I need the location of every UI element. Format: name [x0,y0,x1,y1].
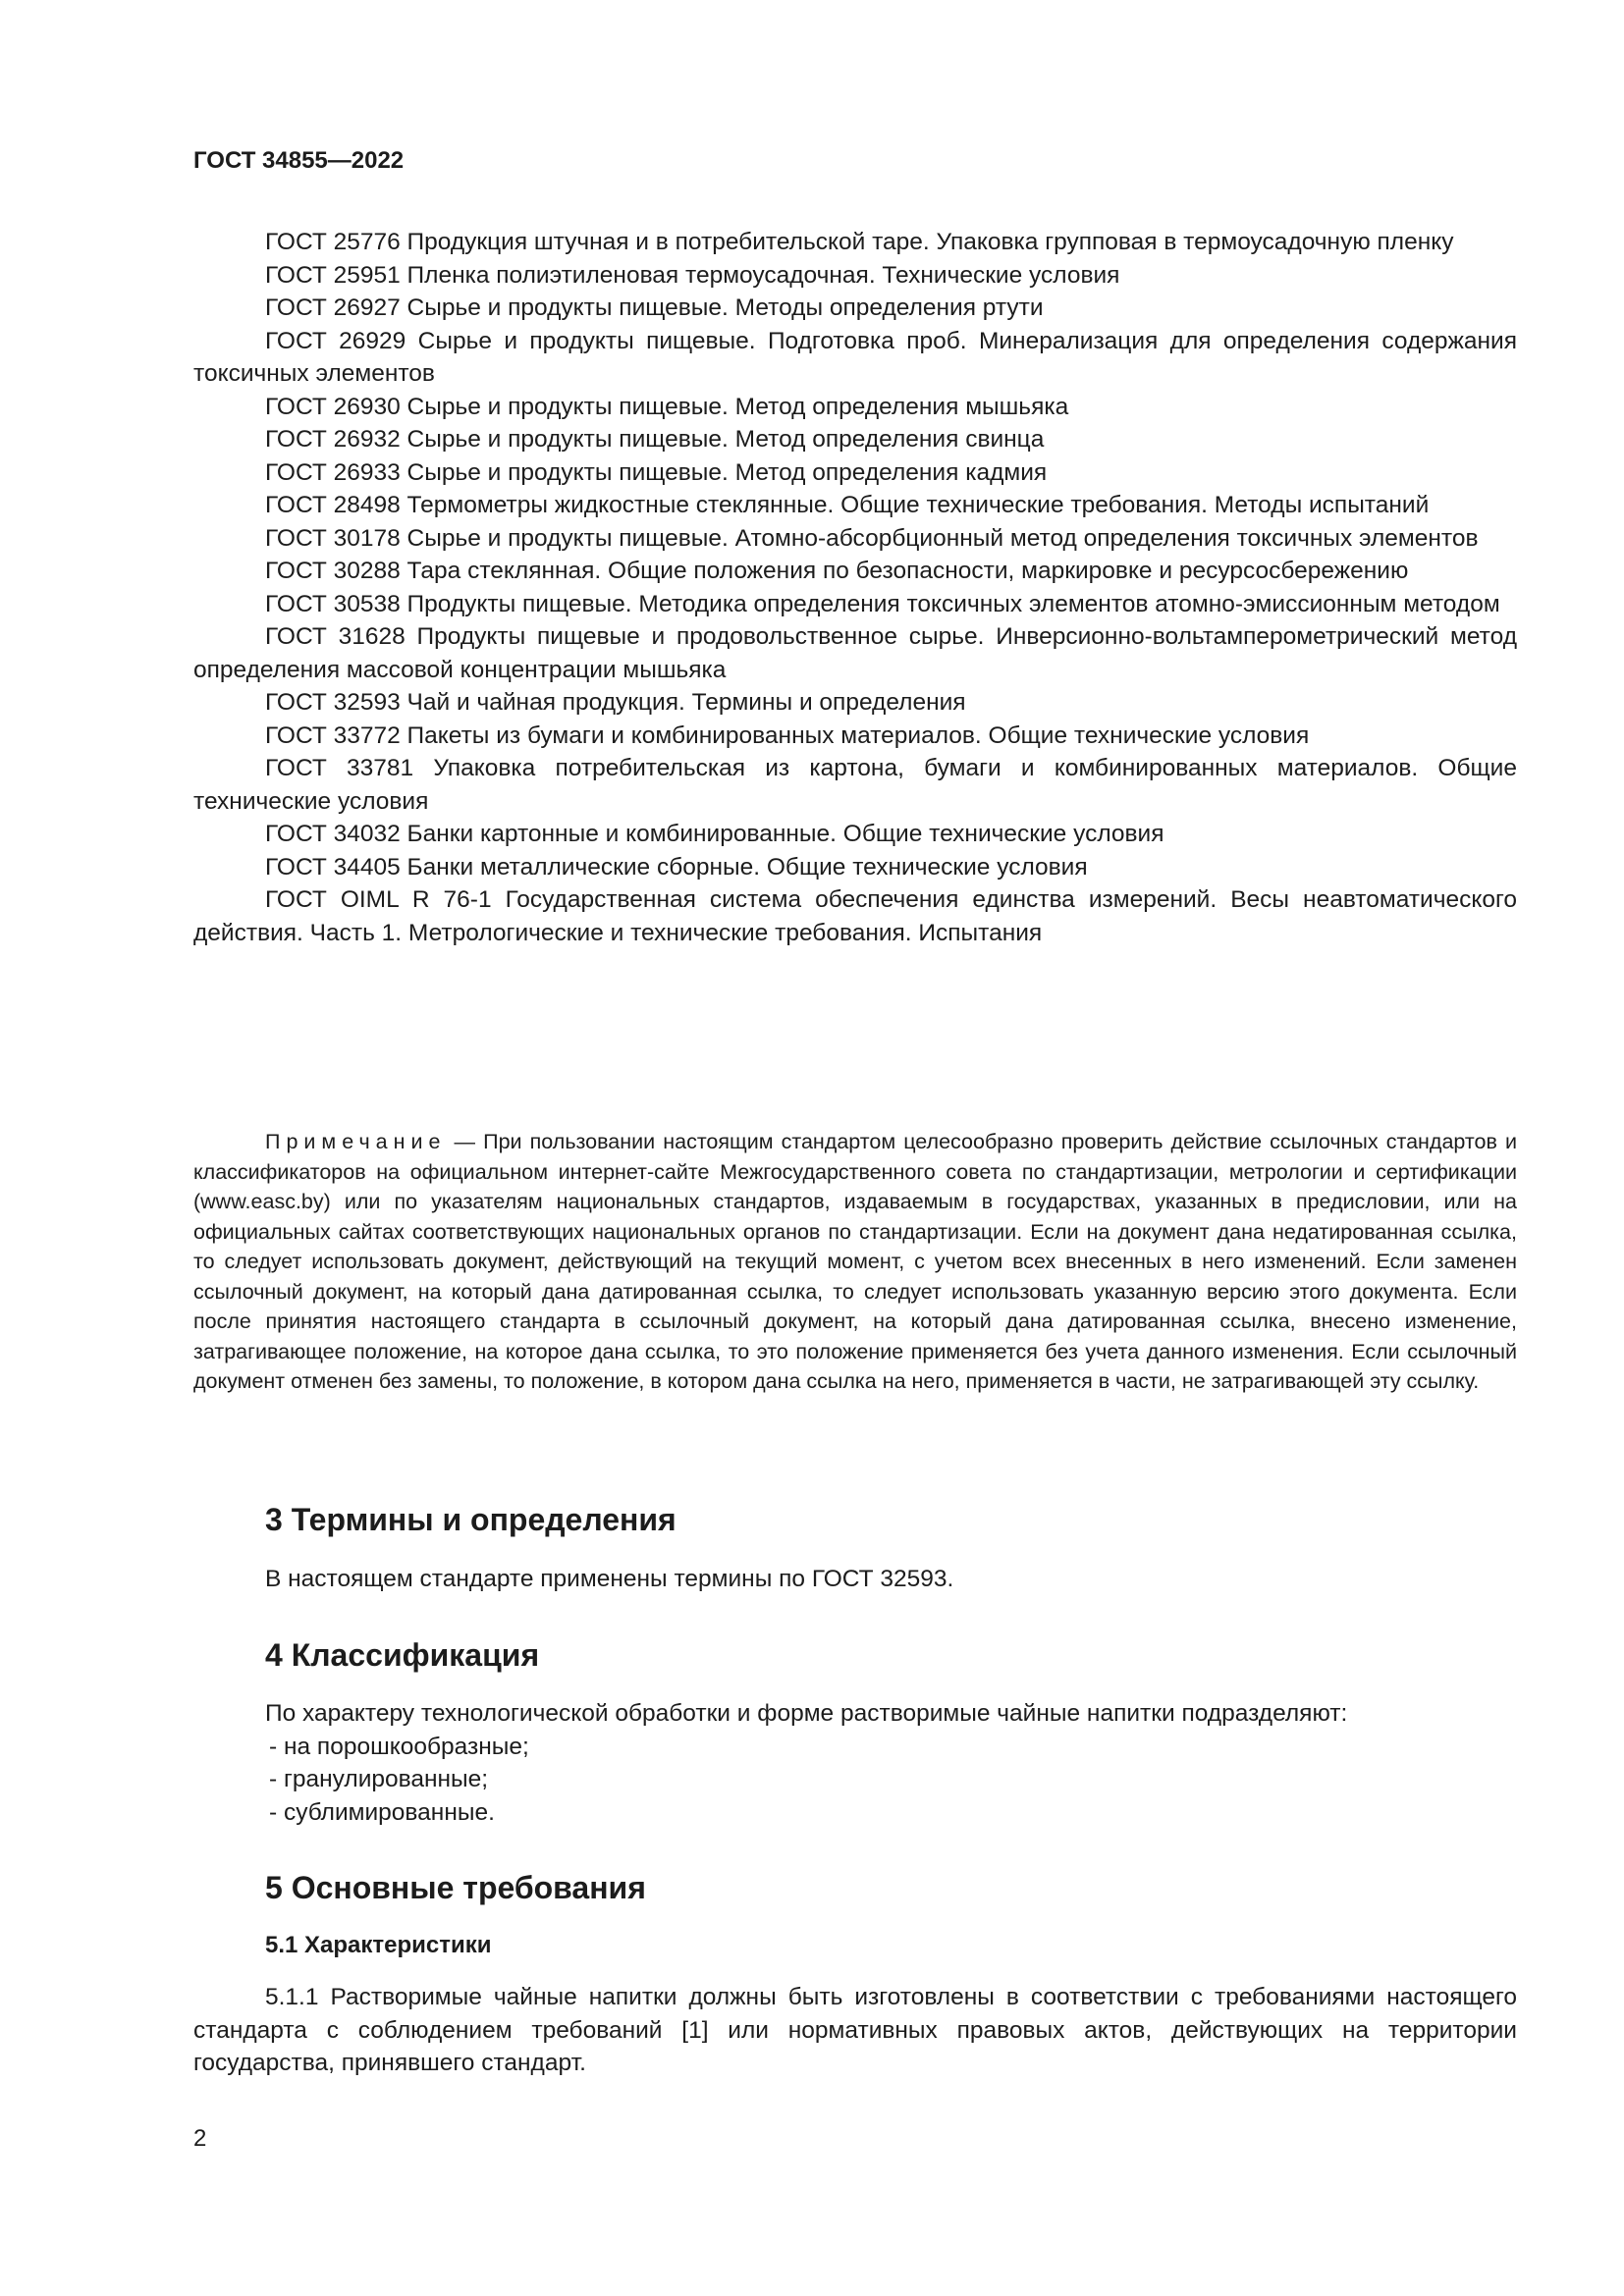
reference-item: ГОСТ 26929 Сырье и продукты пищевые. Подготовка проб. Минерализация для определения содержания токсичных элементов [193,327,1517,387]
reference-item: ГОСТ 32593 Чай и чайная продукция. Термины и определения [265,689,966,716]
reference-item: ГОСТ 33772 Пакеты из бумаги и комбинированных материалов. Общие технические условия [265,721,1310,749]
reference-item: ГОСТ 33781 Упаковка потребительская из картона, бумаги и комбинированных материалов. Общие технические условия [193,755,1517,815]
section-3 [265,1502,1517,1596]
section-5-title: 5 Основные требования [265,1870,646,1905]
page-number: 2 [193,2125,207,2152]
reference-item: ГОСТ 26927 Сырье и продукты пищевые. Методы определения ртути [265,294,1044,321]
classification-item: - гранулированные; [269,1766,489,1792]
section-3-title: 3 Термины и определения [265,1502,677,1537]
reference-item: ГОСТ 25951 Пленка полиэтиленовая термоусадочная. Технические условия [265,261,1120,289]
section-5 [265,1870,1517,1959]
classification-item: - на порошкообразные; [269,1733,529,1760]
reference-item: ГОСТ 26932 Сырье и продукты пищевые. Метод определения свинца [265,426,1045,453]
reference-item: ГОСТ 30288 Тара стеклянная. Общие положения по безопасности, маркировке и ресурсосбережению [265,558,1409,584]
note-label: Примечание [265,1130,447,1153]
reference-item: ГОСТ 30538 Продукты пищевые. Методика определения токсичных элементов атомно-эмиссионным методом [265,590,1500,617]
paragraph-5-1-1: 5.1.1 Растворимые чайные напитки должны быть изготовлены в соответствии с требованиями настоящего стандарта с соблюдением требований [1] или нормативных правовых актов, действующих на территории государства, принявшего стандарт. [193,1984,1517,2076]
references-note [193,1127,1517,1397]
reference-item: ГОСТ 26930 Сырье и продукты пищевые. Метод определения мышьяка [265,393,1069,420]
reference-item: ГОСТ 34032 Банки картонные и комбинированные. Общие технические условия [265,821,1164,847]
section-4-intro: По характеру технологической обработки и форме растворимые чайные напитки подразделяют: [265,1700,1348,1727]
section-4-title: 4 Классификация [265,1637,540,1673]
reference-item: ГОСТ 28498 Термометры жидкостные стеклянные. Общие технические требования. Методы испытаний [265,492,1430,518]
subsection-5-1-title: 5.1 Характеристики [265,1932,492,1958]
reference-item: ГОСТ 31628 Продукты пищевые и продовольственное сырье. Инверсионно-вольтамперометрический метод определения массовой концентрации мышьяка [193,623,1517,683]
section-4 [265,1637,1517,1829]
reference-item: ГОСТ 34405 Банки металлические сборные. Общие технические условия [265,853,1088,881]
section-3-text: В настоящем стандарте применены термины по ГОСТ 32593. [265,1566,954,1592]
classification-item: - сублимированные. [269,1798,495,1826]
reference-item: ГОСТ 30178 Сырье и продукты пищевые. Атомно-абсорбционный метод определения токсичных элементов [265,524,1479,552]
note-text: — При пользовании настоящим стандартом целесообразно проверить действие ссылочных стандартов и классификаторов на официальном интернет-сайте Межгосударственного совета по стандартизации, метрологии и сертификации (www.easc.by) или по указателям национальных стандартов, издаваемым в государствах, указанных в предисловии, или на официальных сайтах соответствующих национальных органов по стандартизации. Если на документ дана недатированная ссылка, то следует использовать документ, действующий на текущий момент, с учетом всех внесенных в него изменений. Если заменен ссылочный документ, на который дана датированная ссылка, то следует использовать указанную версию этого документа. Если после принятия настоящего стандарта в ссылочный документ, на который дана датированная ссылка, внесено изменение, затрагивающее положение, на которое дана ссылка, то это положение применяется без учета данного изменения. Если ссылочный документ отменен без замены, то положение, в котором дана ссылка на него, применяется в части, не затрагивающей эту ссылку. [193,1130,1517,1393]
reference-item: ГОСТ 25776 Продукция штучная и в потребительской таре. Упаковка групповая в термоусадочную пленку [265,229,1454,255]
document-header: ГОСТ 34855—2022 [193,147,405,174]
normative-references-list [193,226,1517,949]
reference-item: ГОСТ 26933 Сырье и продукты пищевые. Метод определения кадмия [265,458,1048,486]
reference-item: ГОСТ OIML R 76-1 Государственная система обеспечения единства измерений. Весы неавтоматического действия. Часть 1. Метрологические и технические требования. Испытания [193,886,1517,946]
